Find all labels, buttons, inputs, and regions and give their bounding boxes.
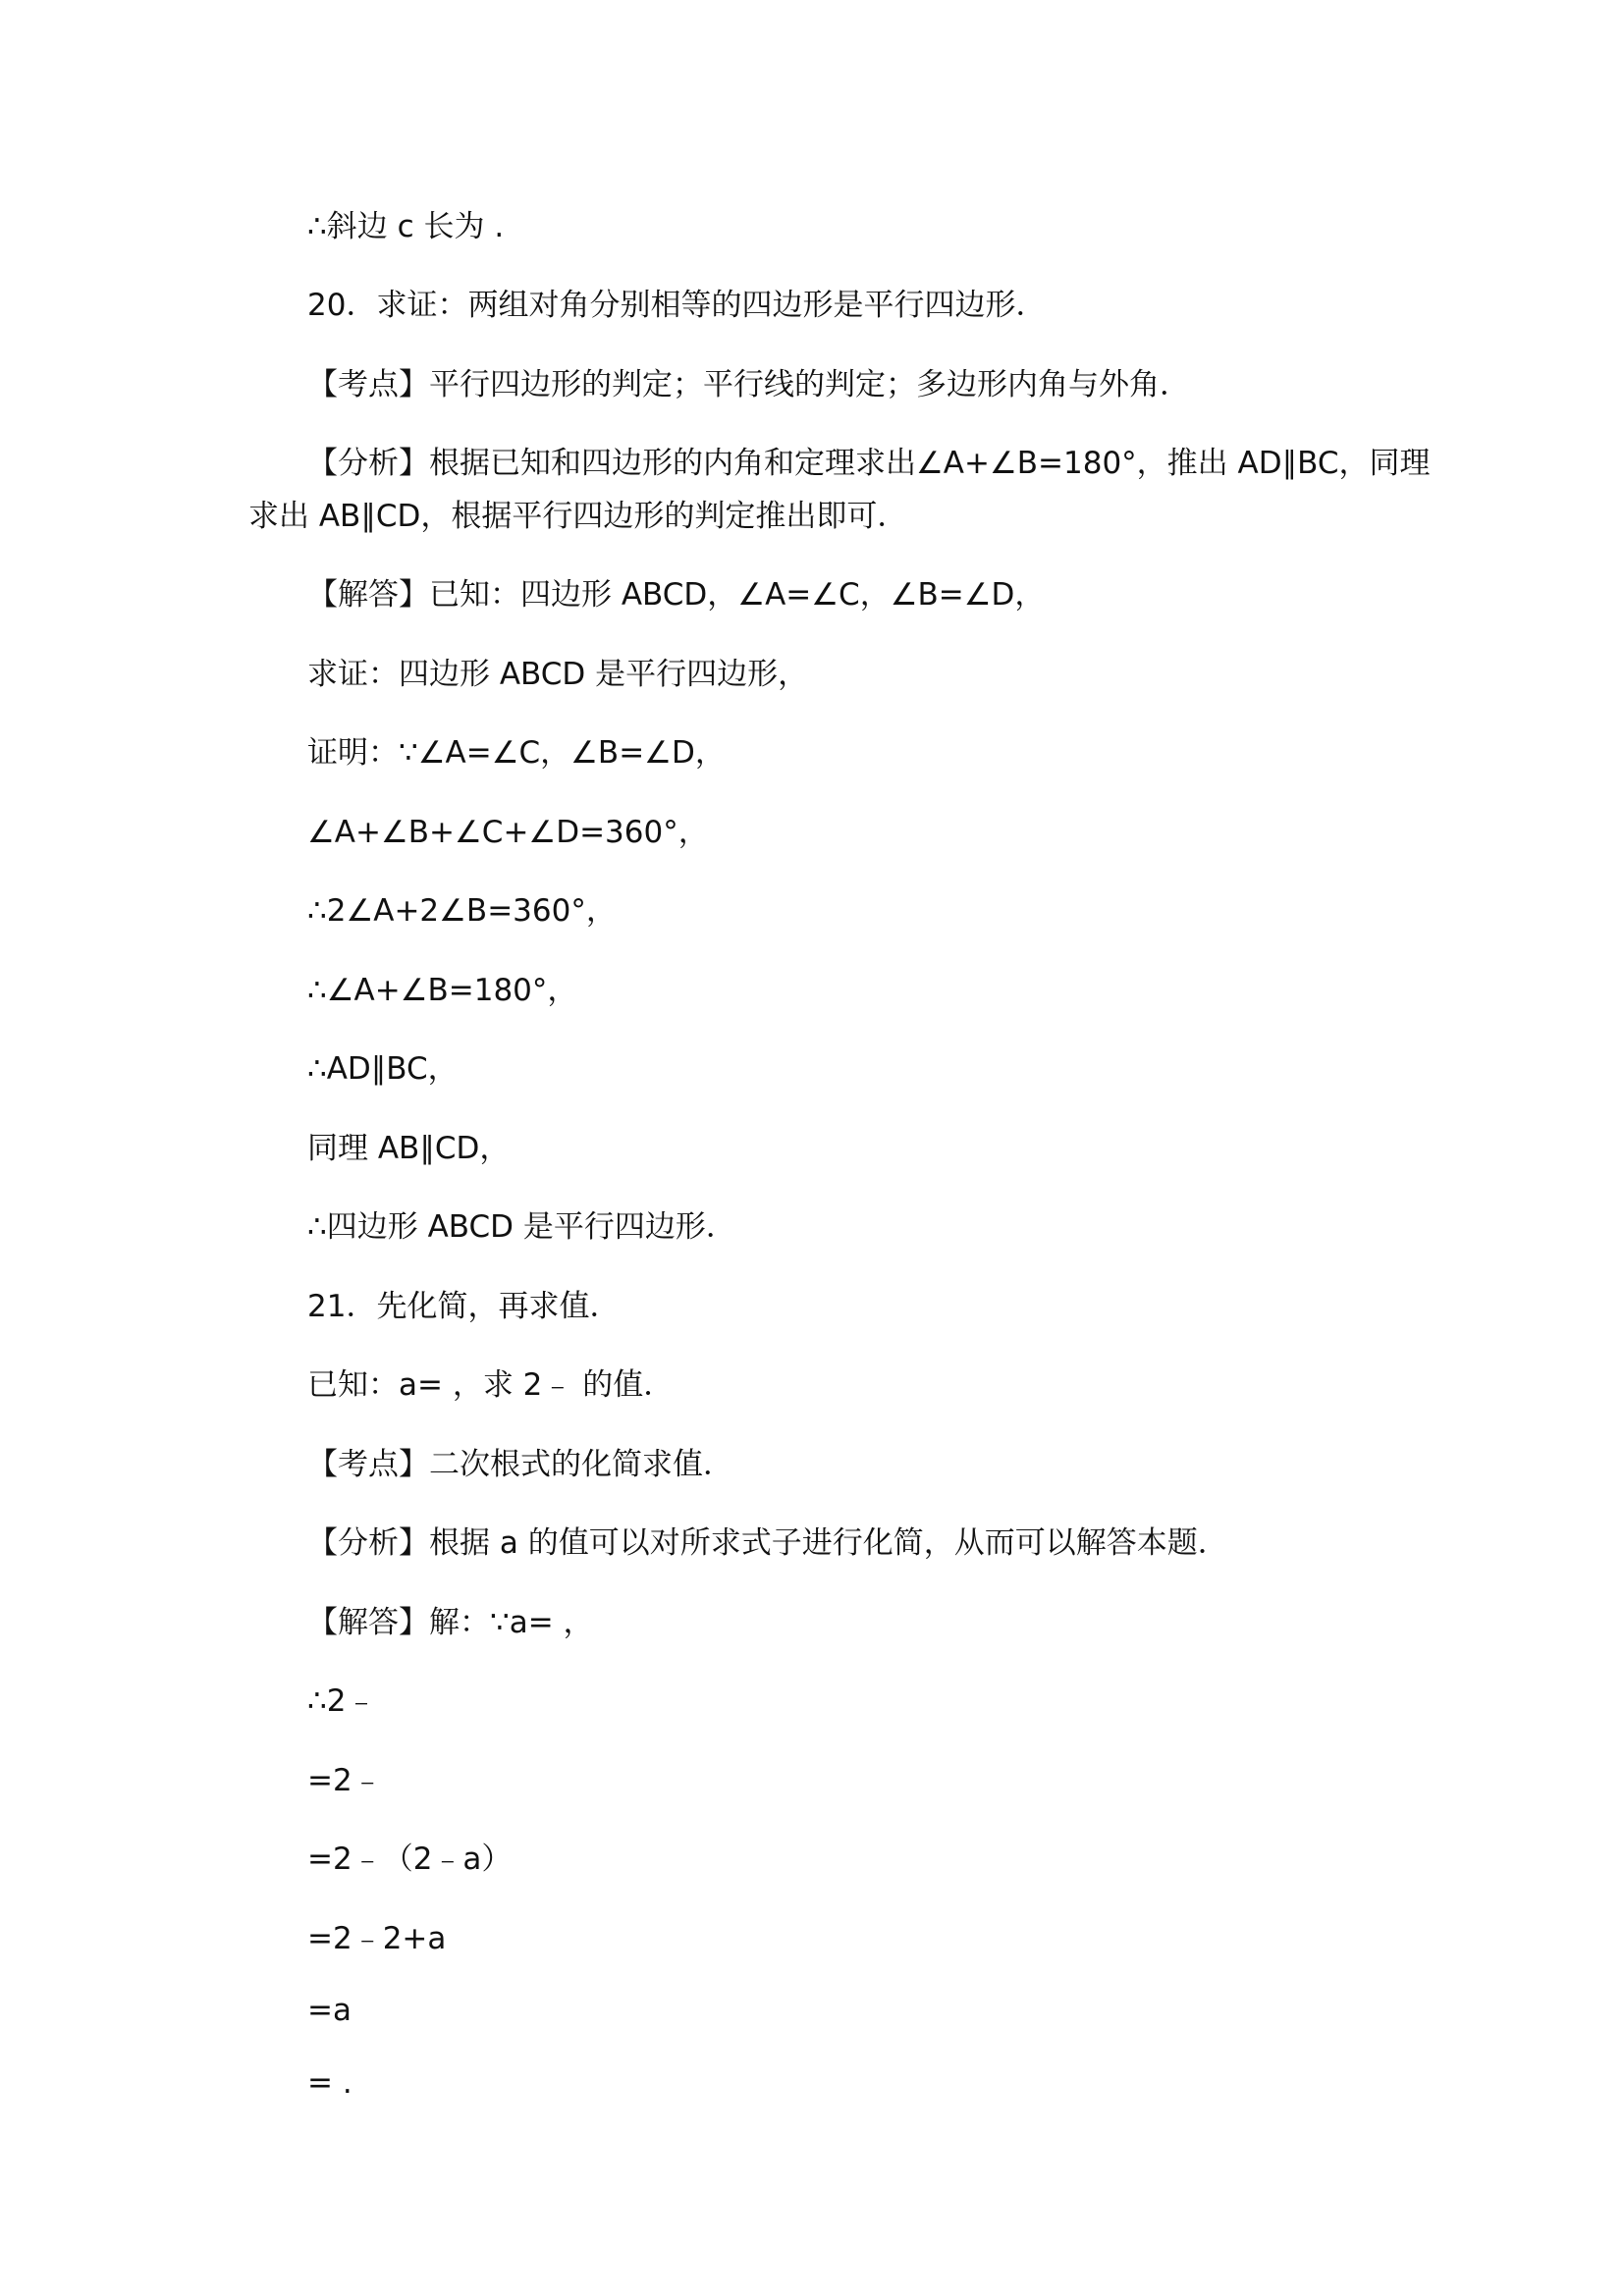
problem-21-kaodian: 【考点】二次根式的化简求值．	[307, 1447, 733, 1482]
problem-20-kaodian: 【考点】平行四边形的判定；平行线的判定；多边形内角与外角．	[307, 367, 1190, 402]
problem-20-fenxi-line-1: 【分析】根据已知和四边形的内角和定理求出∠A+∠B=180°，推出 AD∥BC，同理	[307, 446, 1431, 481]
problem-20-proof-step-1: 证明：∵∠A=∠C，∠B=∠D，	[307, 735, 726, 771]
problem-21-step-5: =a	[307, 1993, 352, 2028]
problem-20-to-prove: 求证：四边形 ABCD 是平行四边形，	[307, 657, 809, 692]
problem-21-step-6: = .	[307, 2065, 352, 2101]
problem-20-proof-step-5: ∴AD∥BC，	[307, 1051, 459, 1087]
problem-21-jieda: 【解答】解：∵a= ，	[307, 1605, 594, 1640]
problem-20-proof-step-6: 同理 AB∥CD，	[307, 1131, 511, 1166]
problem-21-fenxi: 【分析】根据 a 的值可以对所求式子进行化简，从而可以解答本题．	[307, 1525, 1228, 1561]
problem-20-given: 【解答】已知：四边形 ABCD，∠A=∠C，∠B=∠D，	[307, 577, 1046, 613]
problem-21-step-4: =2﹣2+a	[307, 1921, 447, 1956]
problem-21-step-2: =2﹣	[307, 1763, 383, 1798]
hypotenuse-conclusion-line: ∴斜边 c 长为 .	[307, 209, 505, 244]
problem-21-given: 已知：a= ，求 2﹣ 的值．	[307, 1367, 675, 1403]
problem-21-step-1: ∴2﹣	[307, 1683, 377, 1719]
problem-20-statement: 20．求证：两组对角分别相等的四边形是平行四边形．	[307, 288, 1047, 323]
problem-21-step-3: =2﹣（2﹣a）	[307, 1842, 513, 1877]
problem-20-proof-step-2: ∠A+∠B+∠C+∠D=360°，	[307, 815, 709, 850]
problem-20-proof-conclusion: ∴四边形 ABCD 是平行四边形．	[307, 1209, 736, 1245]
problem-20-proof-step-3: ∴2∠A+2∠B=360°，	[307, 893, 617, 929]
problem-20-fenxi-line-2: 求出 AB∥CD，根据平行四边形的判定推出即可．	[248, 499, 908, 534]
problem-20-proof-step-4: ∴∠A+∠B=180°，	[307, 973, 578, 1008]
problem-21-statement: 21．先化简，再求值．	[307, 1289, 621, 1324]
